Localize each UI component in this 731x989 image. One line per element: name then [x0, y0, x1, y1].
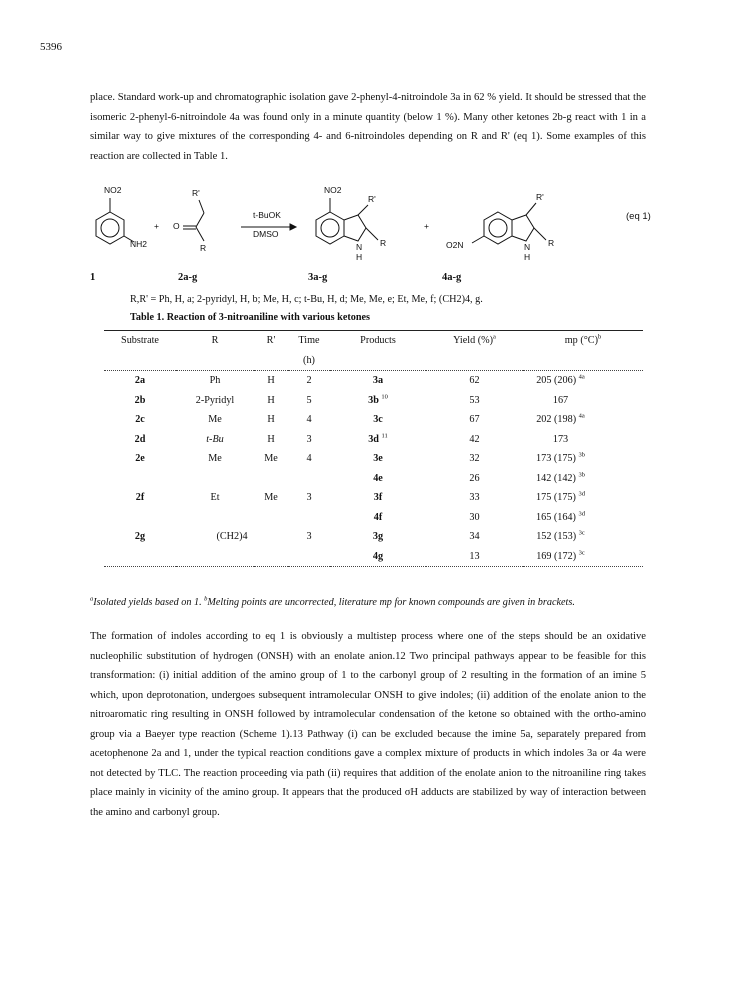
nh2-label-1: NH2 — [130, 239, 148, 249]
n-label-3: N — [356, 242, 363, 252]
col-header-mp: mp $(^\circ C)^b$ — [523, 331, 643, 351]
table-row: 2c Me H 4 3c 67 202 (198) $^{4a}$ — [135, 412, 585, 426]
col-header-r: R — [176, 331, 254, 351]
table-row: 2a Ph H 2 3a 62 205 (206) $^{4a}$ — [134, 373, 585, 387]
reagent-dmso: DMSO — [253, 229, 279, 239]
compound-label-2: 2a-g — [178, 272, 198, 283]
o-label-2: O — [173, 221, 180, 231]
no2-label-1: NO2 — [104, 185, 122, 195]
table-row: 4g 13 169 (172) $^{3c}$ — [104, 547, 643, 567]
h-label-3: H — [356, 252, 363, 262]
indole-benzene-4 — [484, 212, 512, 244]
paragraph-intro: place. Standard work-up and chromatographic isolation gave 2-phenyl-4-nitroindole 3a in 62 % yield. It should be stressed that the isomeric 2-phenyl-6-nitroindole 4a was found only in a minute quantity (below 1 %). Many other ketones 2b-g react with 1 in a similar way to give mixtures of the corresponding 4- and 6-nitroindoles depending on R and R' (eq 1). Some examples of this reaction are collected in Table 1. — [90, 92, 646, 162]
table-title: Table 1. Reaction of 3-nitroaniline with various ketones — [130, 312, 370, 323]
results-table — [104, 330, 643, 567]
table-row: 2e Me Me 4 3e 32 173 (175) $^{3b}$ — [135, 451, 585, 465]
col-header-rp: R' — [254, 331, 288, 351]
indole-pyrrole-3 — [344, 215, 366, 241]
col-header-yield: Yield (%)$^a$ — [426, 331, 523, 351]
table-row: 2g (CH2)4 3 3g 34 152 (153) $^{3c}$ — [134, 529, 585, 543]
scheme-drawing — [78, 170, 678, 280]
n-label-4: N — [524, 242, 531, 252]
table-row: 4f 30 165 (164) $^{3d}$ — [373, 510, 585, 523]
indole-benzene-3 — [316, 212, 344, 244]
benzene-ring-1 — [96, 212, 124, 244]
indole-pyrrole-4 — [512, 215, 534, 241]
rp-label-4: R' — [536, 192, 544, 202]
substituent-legend: R,R' = Ph, H, a; 2-pyridyl, H, b; Me, H, c; t-Bu, H, d; Me, Me, e; Et, Me, f; (CH2)4, g. — [130, 294, 483, 305]
plus-sign-2: + — [424, 221, 429, 231]
col-header-substrate: Substrate — [104, 331, 176, 351]
r-label-2: R — [200, 243, 207, 253]
o2n-label-4: O2N — [446, 240, 464, 250]
reaction-scheme — [78, 170, 678, 280]
r-label-4: R — [548, 238, 555, 248]
aromatic-circle-1 — [101, 219, 119, 237]
plus-sign-1: + — [154, 221, 159, 231]
col-header-time: Time — [288, 331, 330, 351]
table-row: 2b 2-Pyridyl H 5 3b $^{10}$ 53 167 — [134, 393, 569, 406]
no2-label-3: NO2 — [324, 185, 342, 195]
page-number: 5396 — [40, 41, 62, 53]
compound-label-1: 1 — [90, 272, 96, 283]
reagent-tbuok: t-BuOK — [253, 210, 281, 220]
r-label-3: R — [380, 238, 387, 248]
compound-label-3: 3a-g — [308, 272, 328, 283]
table-row: 2d t-Bu H 3 3d $^{11}$ 42 173 — [134, 432, 569, 445]
col-header-products: Products — [330, 331, 426, 351]
h-label-4: H — [524, 252, 531, 262]
time-unit: (h) — [288, 351, 330, 371]
rp-label-3: R' — [368, 194, 376, 204]
table-row: 2f Et Me 3 3f 33 175 (175) $^{3d}$ — [135, 490, 585, 504]
compound-label-4: 4a-g — [442, 272, 462, 283]
paragraph-mechanism: The formation of indoles according to eq 1 is obviously a multistep process where one of the steps should be an oxidative nucleophilic substitution of hydrogen (ONSH) with an enolate anion.12 Two principal pathways appear to be feasible for this transformation: (i) initial addition of the amino group of 1 to the carbonyl group of 2 resulting in the formation of an imine 5 which, upon deprotonation, undergoes subsequent intramolecular ONSH to give indoles; (ii) addition of the enolate anion to the nitroaromatic ring resulting in ONSH followed by intramolecular condensation of the ketone so obtained with the ortho-amino group via a Baeyer type reaction (Scheme 1).13 Pathway (i) can be excluded because the imine 5a, separately prepared from acetophenone 2a and 1, under the typical reaction conditions gave a complex mixture of products in which indoles 3a or 4a were not detected by TLC. The reaction proceeding via path (ii) requires that addition of the enolate anion to the nitroaniline ring takes place mainly in vicinity of the amino group. It appears that the produced σH adducts are stabilized by way of interaction between the amino and carbonyl group. — [90, 631, 646, 818]
table-footnote: $^a$Isolated yields based on 1. $^b$Melting points are uncorrected, literature mp for known compounds are given in brackets. — [90, 595, 575, 608]
table-row: 4e 26 142 (142) $^{3b}$ — [373, 471, 585, 484]
rp-label-2: R' — [192, 188, 200, 198]
eq-label: (eq 1) — [626, 211, 651, 222]
